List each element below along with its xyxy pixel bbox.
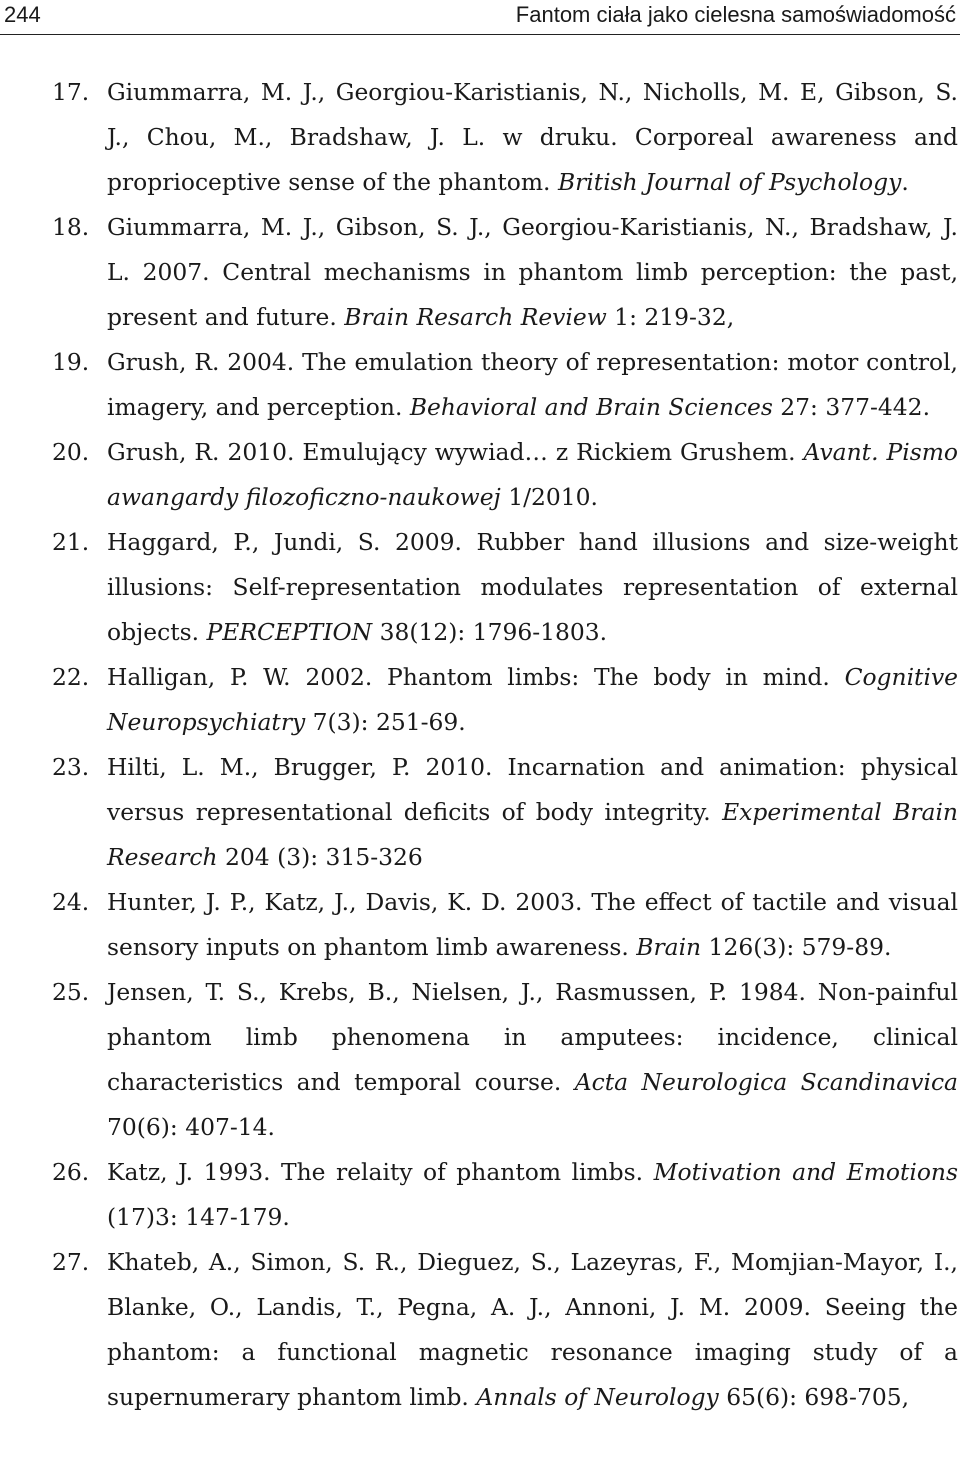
reference-number: 21. — [52, 528, 90, 556]
reference-source-title: Cognitive Neuropsychiatry — [107, 663, 958, 736]
reference-text-segment: 1: 219-32, — [606, 303, 735, 331]
reference-item — [0, 880, 960, 970]
reference-source-title: PERCEPTION — [206, 618, 373, 646]
reference-item — [0, 745, 960, 880]
reference-number: 26. — [52, 1158, 90, 1186]
reference-text-segment: Giummarra, M. J., Georgiou-Karistianis, N., Nicholls, M. E, Gibson, S. J., Chou, M., Bradshaw, J. L. w druku. Corporeal awareness and proprioceptive sense of the phantom. — [107, 78, 958, 196]
reference-text — [107, 880, 958, 970]
reference-text — [107, 205, 958, 340]
reference-item — [0, 340, 960, 430]
reference-number: 19. — [52, 348, 90, 376]
reference-source-title: British Journal of Psychology — [557, 168, 902, 196]
reference-text-segment: 126(3): 579-89. — [701, 933, 892, 961]
reference-text — [107, 655, 958, 745]
reference-text-segment: Jensen, T. S., Krebs, B., Nielsen, J., Rasmussen, P. 1984. Non-painful phantom limb phenomena in amputees: incidence, clinical characteristics and temporal course. — [107, 978, 958, 1096]
reference-item — [0, 970, 960, 1150]
reference-item — [0, 205, 960, 340]
reference-text-segment: 70(6): 407-14. — [107, 1113, 275, 1141]
reference-number: 18. — [52, 213, 90, 241]
reference-item — [0, 520, 960, 655]
reference-source-title: Acta Neurologica Scandinavica — [574, 1068, 958, 1096]
reference-text-segment: 38(12): 1796-1803. — [372, 618, 608, 646]
reference-text-segment: Haggard, P., Jundi, S. 2009. Rubber hand illusions and size-weight illusions: Self-representation modulates representation of external objects. — [107, 528, 958, 646]
reference-text-segment: 27: 377-442. — [772, 393, 931, 421]
reference-number: 17. — [52, 78, 90, 106]
reference-text-segment: Giummarra, M. J., Gibson, S. J., Georgiou-Karistianis, N., Bradshaw, J. L. 2007. Central mechanisms in phantom limb perception: the past, present and future. — [107, 213, 958, 331]
reference-source-title: Annals of Neurology — [476, 1383, 719, 1411]
reference-text-segment: Khateb, A., Simon, S. R., Dieguez, S., Lazeyras, F., Momjian-Mayor, I., Blanke, O., Landis, T., Pegna, A. J., Annoni, J. M. 2009. Seeing the phantom: a functional magnetic resonance imaging study of a supernumerary phantom limb. — [107, 1248, 958, 1411]
reference-text — [107, 70, 958, 205]
reference-list — [0, 70, 960, 1420]
running-title: Fantom ciała jako cielesna samoświadomość — [515, 2, 956, 27]
reference-source-title: Brain Resarch Review — [344, 303, 607, 331]
reference-text-segment: 65(6): 698-705, — [718, 1383, 910, 1411]
reference-text-segment: 7(3): 251-69. — [305, 708, 466, 736]
reference-number: 23. — [52, 753, 90, 781]
reference-source-title: Behavioral and Brain Sciences — [409, 393, 773, 421]
reference-text-segment: Hunter, J. P., Katz, J., Davis, K. D. 2003. The effect of tactile and visual sensory inputs on phantom limb awareness. — [107, 888, 958, 961]
page-number: 244 — [4, 2, 41, 27]
reference-number: 24. — [52, 888, 90, 916]
reference-item — [0, 1240, 960, 1420]
reference-text-segment: Katz, J. 1993. The relaity of phantom limbs. — [107, 1158, 654, 1186]
reference-text — [107, 1240, 958, 1420]
reference-text — [107, 745, 958, 880]
reference-text-segment: Hilti, L. M., Brugger, P. 2010. Incarnation and animation: physical versus representational deficits of body integrity. — [107, 753, 958, 826]
reference-text — [107, 1150, 958, 1240]
reference-item — [0, 1150, 960, 1240]
reference-number: 25. — [52, 978, 90, 1006]
reference-item — [0, 70, 960, 205]
reference-text-segment: Grush, R. 2004. The emulation theory of representation: motor control, imagery, and perception. — [107, 348, 958, 421]
reference-number: 20. — [52, 438, 90, 466]
reference-number: 22. — [52, 663, 90, 691]
reference-text — [107, 430, 958, 520]
reference-source-title: Avant. Pismo awangardy filozoficzno-naukowej — [107, 438, 958, 511]
reference-text — [107, 520, 958, 655]
reference-text-segment: 204 (3): 315-326 — [217, 843, 423, 871]
reference-number: 27. — [52, 1248, 90, 1276]
reference-text — [107, 970, 958, 1150]
running-header — [0, 0, 960, 35]
reference-text-segment: Halligan, P. W. 2002. Phantom limbs: The body in mind. — [107, 663, 845, 691]
reference-source-title: Experimental Brain Research — [107, 798, 958, 871]
reference-text-segment: Grush, R. 2010. Emulujący wywiad… z Rickiem Grushem. — [107, 438, 804, 466]
reference-text-segment: (17)3: 147-179. — [107, 1203, 290, 1231]
reference-item — [0, 655, 960, 745]
reference-text-segment: . — [901, 168, 909, 196]
reference-text — [107, 340, 958, 430]
reference-item — [0, 430, 960, 520]
reference-source-title: Brain — [636, 933, 702, 961]
reference-text-segment: 1/2010. — [500, 483, 598, 511]
reference-source-title: Motivation and Emotions — [653, 1158, 959, 1186]
